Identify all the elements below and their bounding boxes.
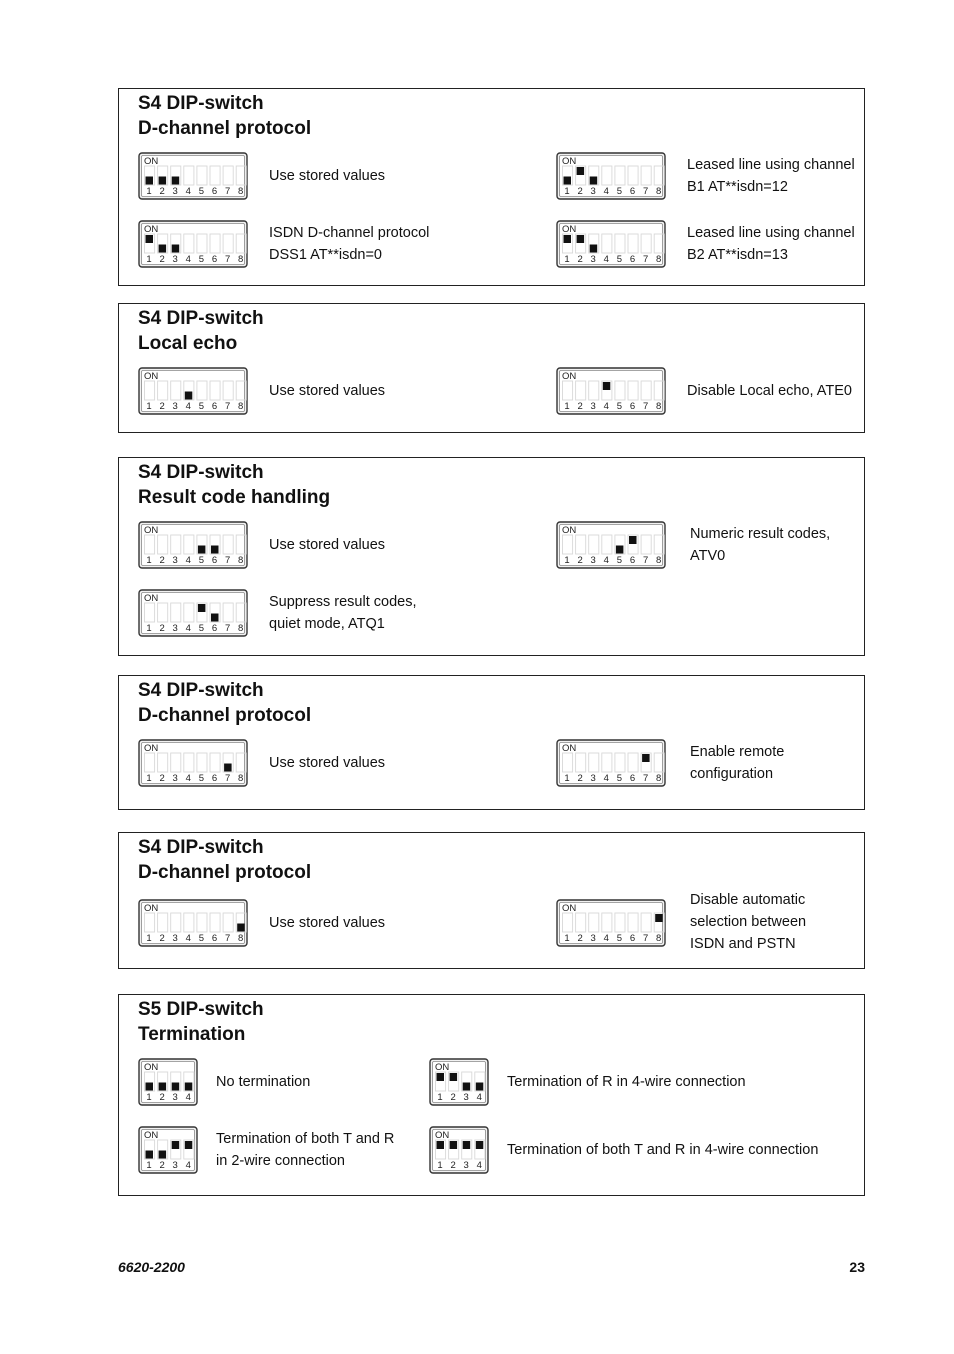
switch-on-label: ON <box>562 743 577 754</box>
setting-description <box>269 367 385 415</box>
switch-position-number: 6 <box>211 254 218 265</box>
dip-switch-graphic <box>138 367 248 415</box>
section-title-switch: S5 DIP-switch <box>138 999 264 1020</box>
switch-position-number: 8 <box>656 186 662 197</box>
switch-position-number: 4 <box>185 1092 191 1103</box>
setting-description <box>507 1058 746 1106</box>
section-title-setting: D-channel protocol <box>138 862 312 883</box>
switch-lever-off <box>146 1151 154 1159</box>
switch-position-number: 1 <box>564 401 570 412</box>
switch-position-number: 5 <box>198 773 205 784</box>
setting-description-line: Disable Local echo, ATE0 <box>687 383 852 399</box>
switch-position-number: 7 <box>224 555 231 566</box>
switch-position-number: 6 <box>211 623 218 634</box>
switch-position-number: 1 <box>146 623 152 634</box>
setting-description-line: Termination of both T and R in 4-wire connection <box>507 1142 819 1158</box>
switch-lever-off <box>198 546 206 554</box>
switch-position-number: 3 <box>172 623 178 634</box>
switch-position-number: 8 <box>656 773 662 784</box>
setting-description <box>216 1126 394 1174</box>
dip-switch-diagram <box>138 367 248 420</box>
setting-description <box>269 152 385 200</box>
dip-switch-graphic <box>138 521 248 569</box>
switch-position-number: 1 <box>146 186 152 197</box>
setting-description <box>690 521 830 569</box>
switch-position-number: 3 <box>590 186 596 197</box>
switch-position-number: 1 <box>437 1092 443 1103</box>
switch-position-number: 3 <box>172 933 178 944</box>
dip-switch-graphic <box>556 521 666 569</box>
switch-position-number: 8 <box>238 555 244 566</box>
switch-position-number: 5 <box>198 401 205 412</box>
switch-position-number: 5 <box>198 186 205 197</box>
setting-description-line: Leased line using channel <box>687 225 855 241</box>
setting-description-line: No termination <box>216 1074 311 1090</box>
switch-lever-off <box>616 546 624 554</box>
switch-position-number: 8 <box>238 773 244 784</box>
switch-position-number: 4 <box>476 1092 482 1103</box>
dip-switch-section <box>118 88 865 286</box>
switch-position-number: 1 <box>146 933 152 944</box>
switch-on-label: ON <box>562 525 577 536</box>
switch-lever-on <box>476 1141 484 1149</box>
switch-position-number: 7 <box>642 555 649 566</box>
setting-description-line: configuration <box>690 766 774 782</box>
setting-description-line: B2 AT**isdn=13 <box>687 247 788 263</box>
dip-switch-graphic <box>429 1058 489 1106</box>
setting-description-line: DSS1 AT**isdn=0 <box>269 247 382 263</box>
switch-position-number: 8 <box>238 186 244 197</box>
switch-position-number: 3 <box>172 1160 178 1171</box>
switch-position-number: 4 <box>603 401 609 412</box>
switch-position-number: 4 <box>185 555 191 566</box>
switch-position-number: 8 <box>238 401 244 412</box>
switch-position-number: 1 <box>146 555 152 566</box>
setting-description <box>269 521 385 569</box>
switch-position-number: 4 <box>603 555 609 566</box>
setting-description <box>269 739 385 787</box>
switch-lever-off <box>564 177 572 185</box>
switch-position-number: 7 <box>224 773 231 784</box>
dip-switch-diagram <box>556 152 666 205</box>
switch-lever-on <box>450 1073 458 1081</box>
switch-position-number: 3 <box>172 1092 178 1103</box>
switch-position-number: 2 <box>577 555 583 566</box>
switch-position-number: 1 <box>564 254 570 265</box>
switch-position-number: 8 <box>238 254 244 265</box>
dip-switch-section <box>118 457 865 656</box>
switch-position-number: 1 <box>564 933 570 944</box>
switch-position-number: 2 <box>577 254 583 265</box>
switch-position-number: 4 <box>185 186 191 197</box>
switch-position-number: 1 <box>146 1160 152 1171</box>
switch-lever-on <box>655 914 663 922</box>
switch-position-number: 7 <box>224 933 231 944</box>
switch-on-label: ON <box>144 903 159 914</box>
document-number: 6620-2200 <box>118 1259 185 1275</box>
switch-position-number: 2 <box>577 773 583 784</box>
dip-switch-diagram <box>556 739 666 792</box>
switch-position-number: 4 <box>185 933 191 944</box>
switch-lever-off <box>590 177 598 185</box>
switch-position-number: 7 <box>642 933 649 944</box>
switch-lever-off <box>185 1083 193 1091</box>
section-title <box>138 997 264 1047</box>
switch-position-number: 4 <box>185 1160 191 1171</box>
switch-position-number: 2 <box>159 254 165 265</box>
section-title-switch: S4 DIP-switch <box>138 462 264 483</box>
setting-description-line: quiet mode, ATQ1 <box>269 616 385 632</box>
setting-description <box>690 889 806 955</box>
setting-description-line: Numeric result codes, <box>690 526 831 542</box>
switch-lever-off <box>172 245 180 253</box>
section-title-switch: S4 DIP-switch <box>138 308 264 329</box>
switch-position-number: 7 <box>642 401 649 412</box>
setting-description-line: Enable remote <box>690 744 785 760</box>
section-title-switch: S4 DIP-switch <box>138 93 264 114</box>
switch-position-number: 8 <box>238 933 244 944</box>
setting-description <box>216 1058 310 1106</box>
switch-position-number: 1 <box>564 555 570 566</box>
switch-position-number: 3 <box>463 1092 469 1103</box>
switch-position-number: 1 <box>564 186 570 197</box>
switch-position-number: 5 <box>616 773 623 784</box>
setting-description-line: Termination of R in 4-wire connection <box>507 1074 746 1090</box>
switch-position-number: 6 <box>629 773 636 784</box>
setting-description-line: selection between <box>690 914 807 930</box>
switch-position-number: 3 <box>590 555 596 566</box>
switch-on-label: ON <box>144 593 159 604</box>
switch-position-number: 5 <box>616 555 623 566</box>
switch-lever-on <box>172 1141 180 1149</box>
dip-switch-diagram <box>138 220 248 273</box>
setting-description <box>687 152 855 200</box>
dip-switch-section <box>118 675 865 810</box>
switch-position-number: 4 <box>603 773 609 784</box>
dip-switch-graphic <box>556 152 666 200</box>
switch-lever-on <box>437 1073 445 1081</box>
switch-position-number: 2 <box>450 1092 456 1103</box>
setting-description-line: Use stored values <box>269 168 386 184</box>
setting-description <box>687 367 852 415</box>
dip-switch-diagram <box>138 152 248 205</box>
switch-position-number: 5 <box>616 933 623 944</box>
section-title-setting: Termination <box>138 1024 246 1045</box>
setting-description <box>507 1126 818 1174</box>
switch-lever-on <box>146 235 154 243</box>
switch-position-number: 4 <box>476 1160 482 1171</box>
section-title <box>138 835 311 885</box>
dip-switch-diagram <box>138 521 248 574</box>
switch-lever-on <box>450 1141 458 1149</box>
dip-switch-diagram <box>556 220 666 273</box>
switch-lever-off <box>159 1151 167 1159</box>
switch-position-number: 8 <box>656 933 662 944</box>
setting-description-line: ATV0 <box>690 548 726 564</box>
switch-lever-on <box>603 382 611 390</box>
setting-description <box>269 899 385 947</box>
switch-position-number: 2 <box>450 1160 456 1171</box>
dip-switch-diagram <box>138 899 248 952</box>
dip-switch-diagram <box>556 521 666 574</box>
switch-position-number: 4 <box>185 401 191 412</box>
section-title-switch: S4 DIP-switch <box>138 680 264 701</box>
switch-lever-off <box>172 177 180 185</box>
switch-lever-on <box>577 235 585 243</box>
switch-position-number: 4 <box>603 933 609 944</box>
dip-switch-diagram <box>429 1058 489 1111</box>
setting-description-line: ISDN and PSTN <box>690 936 796 952</box>
switch-position-number: 4 <box>185 254 191 265</box>
switch-lever-off <box>476 1083 484 1091</box>
section-title <box>138 306 264 356</box>
dip-switch-section <box>118 832 865 969</box>
switch-position-number: 3 <box>172 186 178 197</box>
dip-switch-diagram <box>138 1126 198 1179</box>
section-title <box>138 460 330 510</box>
setting-description <box>269 220 429 268</box>
switch-position-number: 2 <box>159 773 165 784</box>
dip-switch-diagram <box>138 739 248 792</box>
switch-lever-off <box>159 245 167 253</box>
switch-position-number: 2 <box>159 623 165 634</box>
switch-lever-on <box>577 167 585 175</box>
switch-on-label: ON <box>144 525 159 536</box>
switch-position-number: 2 <box>159 933 165 944</box>
switch-lever-off <box>159 177 167 185</box>
switch-on-label: ON <box>144 156 159 167</box>
switch-position-number: 3 <box>172 773 178 784</box>
switch-position-number: 2 <box>159 555 165 566</box>
switch-position-number: 6 <box>629 555 636 566</box>
switch-position-number: 2 <box>159 1092 165 1103</box>
section-title-setting: Result code handling <box>138 487 331 508</box>
dip-switch-graphic <box>138 1058 198 1106</box>
setting-description-line: in 2-wire connection <box>216 1153 345 1169</box>
dip-switch-graphic <box>138 739 248 787</box>
switch-lever-off <box>211 546 219 554</box>
setting-description-line: Leased line using channel <box>687 157 855 173</box>
switch-position-number: 6 <box>211 555 218 566</box>
switch-position-number: 2 <box>159 1160 165 1171</box>
setting-description <box>269 589 417 637</box>
switch-position-number: 5 <box>198 933 205 944</box>
switch-position-number: 7 <box>224 623 231 634</box>
dip-switch-section <box>118 994 865 1196</box>
switch-position-number: 7 <box>642 773 649 784</box>
switch-position-number: 1 <box>564 773 570 784</box>
switch-position-number: 3 <box>590 401 596 412</box>
switch-lever-on <box>437 1141 445 1149</box>
switch-lever-off <box>185 392 193 400</box>
section-title-switch: S4 DIP-switch <box>138 837 264 858</box>
page-number: 23 <box>849 1259 865 1275</box>
setting-description <box>690 739 784 787</box>
dip-switch-graphic <box>138 220 248 268</box>
switch-on-label: ON <box>562 156 577 167</box>
switch-position-number: 6 <box>211 933 218 944</box>
switch-position-number: 6 <box>211 773 218 784</box>
dip-switch-graphic <box>556 367 666 415</box>
switch-position-number: 3 <box>590 773 596 784</box>
switch-position-number: 6 <box>211 186 218 197</box>
switch-on-label: ON <box>144 1062 159 1073</box>
switch-position-number: 7 <box>642 254 649 265</box>
setting-description-line: Termination of both T and R <box>216 1131 395 1147</box>
switch-lever-off <box>590 245 598 253</box>
switch-position-number: 8 <box>656 254 662 265</box>
switch-position-number: 6 <box>629 401 636 412</box>
switch-position-number: 6 <box>629 254 636 265</box>
switch-lever-on <box>198 604 206 612</box>
switch-position-number: 3 <box>590 933 596 944</box>
dip-switch-graphic <box>556 220 666 268</box>
switch-on-label: ON <box>144 224 159 235</box>
section-title <box>138 91 311 141</box>
switch-lever-on <box>564 235 572 243</box>
switch-position-number: 1 <box>146 773 152 784</box>
switch-lever-off <box>211 614 219 622</box>
switch-on-label: ON <box>435 1062 450 1073</box>
switch-position-number: 1 <box>146 1092 152 1103</box>
switch-lever-off <box>146 1083 154 1091</box>
switch-position-number: 5 <box>198 623 205 634</box>
switch-lever-off <box>463 1083 471 1091</box>
switch-on-label: ON <box>562 224 577 235</box>
switch-position-number: 5 <box>616 401 623 412</box>
setting-description-line: Suppress result codes, <box>269 594 417 610</box>
dip-switch-graphic <box>556 899 666 947</box>
dip-switch-diagram <box>556 899 666 952</box>
setting-description-line: Use stored values <box>269 537 386 553</box>
dip-switch-graphic <box>138 589 248 637</box>
setting-description-line: Disable automatic <box>690 892 806 908</box>
switch-lever-on <box>629 536 637 544</box>
switch-position-number: 4 <box>603 254 609 265</box>
switch-on-label: ON <box>562 371 577 382</box>
switch-position-number: 5 <box>616 254 623 265</box>
dip-switch-diagram <box>138 1058 198 1111</box>
switch-position-number: 3 <box>463 1160 469 1171</box>
setting-description-line: Use stored values <box>269 383 386 399</box>
switch-position-number: 3 <box>590 254 596 265</box>
switch-position-number: 4 <box>603 186 609 197</box>
switch-on-label: ON <box>435 1130 450 1141</box>
dip-switch-graphic <box>138 152 248 200</box>
switch-position-number: 2 <box>577 401 583 412</box>
switch-position-number: 1 <box>437 1160 443 1171</box>
switch-on-label: ON <box>144 743 159 754</box>
switch-position-number: 4 <box>185 773 191 784</box>
dip-switch-diagram <box>556 367 666 420</box>
switch-on-label: ON <box>144 371 159 382</box>
switch-position-number: 3 <box>172 555 178 566</box>
dip-switch-graphic <box>429 1126 489 1174</box>
switch-position-number: 6 <box>211 401 218 412</box>
switch-lever-off <box>172 1083 180 1091</box>
switch-position-number: 8 <box>656 401 662 412</box>
section-title <box>138 678 311 728</box>
setting-description <box>687 220 855 268</box>
dip-switch-diagram <box>138 589 248 642</box>
switch-position-number: 3 <box>172 401 178 412</box>
switch-lever-off <box>159 1083 167 1091</box>
dip-switch-graphic <box>556 739 666 787</box>
switch-position-number: 2 <box>159 401 165 412</box>
switch-lever-off <box>237 924 245 932</box>
switch-position-number: 6 <box>629 933 636 944</box>
switch-lever-off <box>224 764 232 772</box>
switch-position-number: 8 <box>656 555 662 566</box>
dip-switch-diagram <box>429 1126 489 1179</box>
switch-lever-off <box>146 177 154 185</box>
setting-description-line: ISDN D-channel protocol <box>269 225 430 241</box>
switch-position-number: 8 <box>238 623 244 634</box>
switch-position-number: 1 <box>146 254 152 265</box>
switch-position-number: 7 <box>224 186 231 197</box>
switch-position-number: 3 <box>172 254 178 265</box>
section-title-setting: D-channel protocol <box>138 705 312 726</box>
switch-position-number: 7 <box>224 401 231 412</box>
switch-position-number: 1 <box>146 401 152 412</box>
switch-position-number: 2 <box>577 186 583 197</box>
switch-lever-on <box>463 1141 471 1149</box>
dip-switch-graphic <box>138 899 248 947</box>
switch-position-number: 4 <box>185 623 191 634</box>
setting-description-line: B1 AT**isdn=12 <box>687 179 788 195</box>
switch-position-number: 5 <box>198 254 205 265</box>
switch-position-number: 7 <box>224 254 231 265</box>
switch-lever-on <box>642 754 650 762</box>
switch-position-number: 7 <box>642 186 649 197</box>
section-title-setting: Local echo <box>138 333 238 354</box>
dip-switch-section <box>118 303 865 433</box>
setting-description-line: Use stored values <box>269 755 386 771</box>
switch-lever-on <box>185 1141 193 1149</box>
switch-on-label: ON <box>144 1130 159 1141</box>
switch-position-number: 5 <box>198 555 205 566</box>
section-title-setting: D-channel protocol <box>138 118 312 139</box>
switch-position-number: 6 <box>629 186 636 197</box>
switch-position-number: 5 <box>616 186 623 197</box>
switch-position-number: 2 <box>577 933 583 944</box>
dip-switch-graphic <box>138 1126 198 1174</box>
switch-position-number: 2 <box>159 186 165 197</box>
switch-on-label: ON <box>562 903 577 914</box>
setting-description-line: Use stored values <box>269 915 386 931</box>
